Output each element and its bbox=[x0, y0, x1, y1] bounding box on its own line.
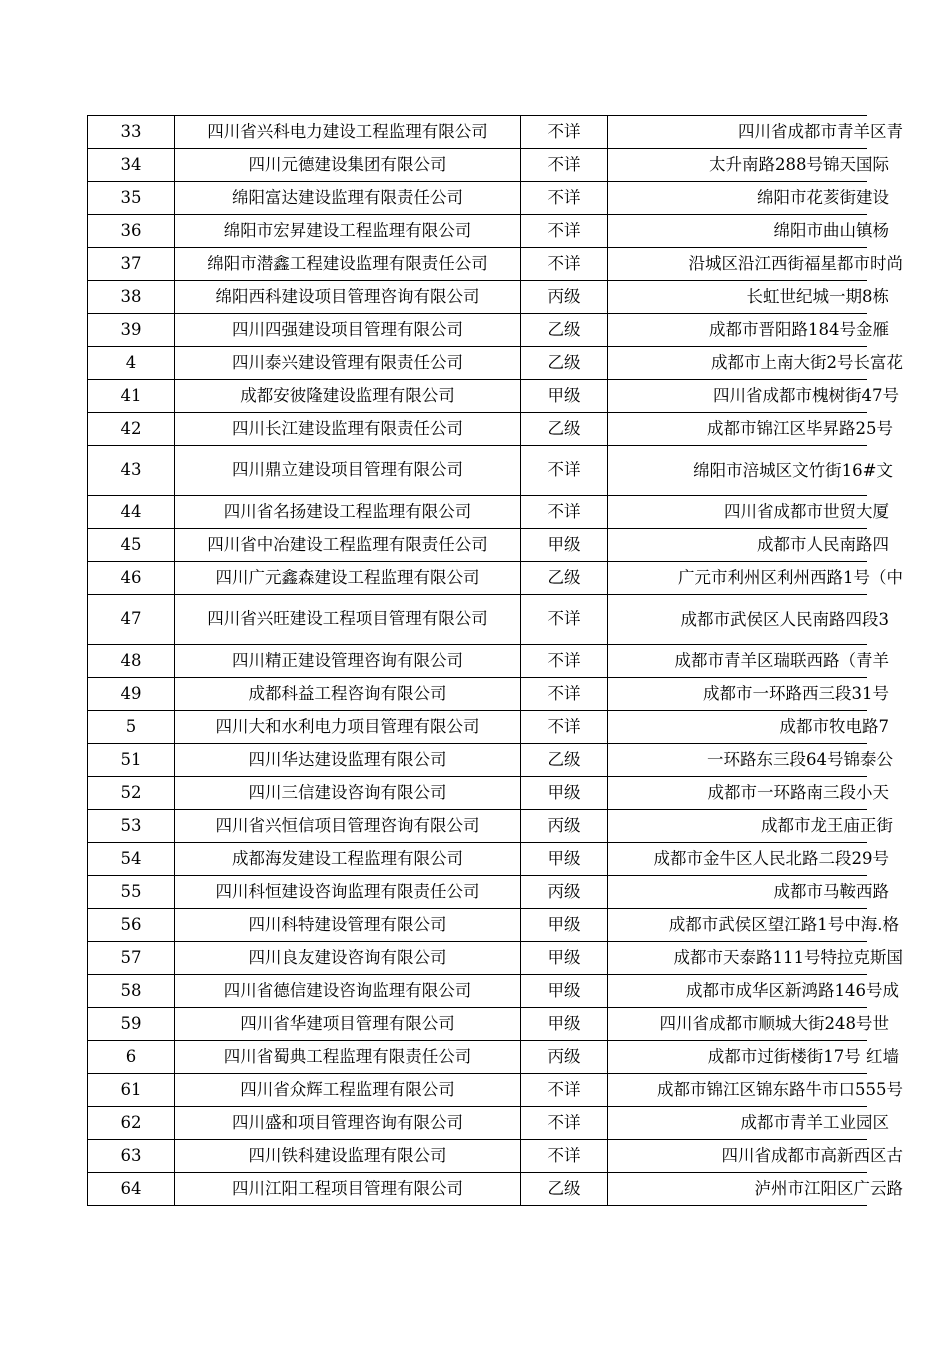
qualification-grade-cell: 甲级 bbox=[521, 942, 608, 975]
address-cell bbox=[608, 496, 889, 529]
row-number-cell: 35 bbox=[88, 182, 175, 215]
address-text: 成都市锦江区锦东路牛市口555号 bbox=[657, 1079, 903, 1099]
row-number-cell: 42 bbox=[88, 413, 175, 446]
table-row bbox=[88, 182, 868, 215]
address-cell bbox=[608, 843, 889, 876]
company-table-body bbox=[88, 116, 903, 1206]
qualification-grade-cell: 不详 bbox=[521, 1140, 608, 1173]
company-name-cell: 四川省兴旺建设工程项目管理有限公司 bbox=[175, 595, 521, 645]
address-text: 泸州市江阳区广云路 bbox=[754, 1178, 903, 1198]
company-name-cell: 四川省众辉工程监理有限公司 bbox=[175, 1074, 521, 1107]
row-number-cell: 54 bbox=[88, 843, 175, 876]
row-number-cell: 64 bbox=[88, 1173, 175, 1206]
address-text: 太升南路288号锦天国际 bbox=[709, 154, 889, 174]
company-name-cell: 成都海发建设工程监理有限公司 bbox=[175, 843, 521, 876]
table-row bbox=[88, 562, 868, 595]
row-number-cell: 43 bbox=[88, 446, 175, 496]
table-row bbox=[88, 1074, 868, 1107]
address-text: 一环路东三段64号锦泰公 bbox=[707, 749, 893, 769]
table-row bbox=[88, 1008, 868, 1041]
qualification-grade-cell: 不详 bbox=[521, 149, 608, 182]
address-cell bbox=[608, 645, 889, 678]
address-cell bbox=[608, 248, 903, 281]
company-name-cell: 绵阳市宏昇建设工程监理有限公司 bbox=[175, 215, 521, 248]
qualification-grade-cell: 丙级 bbox=[521, 810, 608, 843]
address-text: 成都市龙王庙正街 bbox=[761, 815, 893, 835]
company-name-cell: 四川长江建设监理有限责任公司 bbox=[175, 413, 521, 446]
address-text: 四川省成都市槐树街47号 bbox=[713, 385, 899, 405]
address-cell bbox=[608, 182, 889, 215]
company-name-cell: 四川江阳工程项目管理有限公司 bbox=[175, 1173, 521, 1206]
address-text: 成都市金牛区人民北路二段29号 bbox=[653, 848, 889, 868]
address-text: 成都市一环路西三段31号 bbox=[703, 683, 889, 703]
row-number-cell: 47 bbox=[88, 595, 175, 645]
table-row bbox=[88, 248, 868, 281]
company-name-cell: 四川铁科建设监理有限公司 bbox=[175, 1140, 521, 1173]
address-text: 成都市武侯区望江路1号中海.格 bbox=[668, 914, 899, 934]
table-row bbox=[88, 711, 868, 744]
row-number-cell: 59 bbox=[88, 1008, 175, 1041]
address-cell bbox=[608, 1140, 903, 1173]
table-row bbox=[88, 149, 868, 182]
address-cell bbox=[608, 314, 889, 347]
company-name-cell: 四川科特建设管理有限公司 bbox=[175, 909, 521, 942]
address-cell bbox=[608, 942, 903, 975]
address-cell bbox=[608, 413, 893, 446]
row-number-cell: 45 bbox=[88, 529, 175, 562]
qualification-grade-cell: 不详 bbox=[521, 248, 608, 281]
address-cell bbox=[608, 116, 903, 149]
address-cell bbox=[608, 562, 903, 595]
table-row bbox=[88, 810, 868, 843]
row-number-cell: 5 bbox=[88, 711, 175, 744]
qualification-grade-cell: 乙级 bbox=[521, 562, 608, 595]
company-name-cell: 四川精正建设管理咨询有限公司 bbox=[175, 645, 521, 678]
company-name-cell: 四川鼎立建设项目管理有限公司 bbox=[175, 446, 521, 496]
table-row bbox=[88, 413, 868, 446]
company-name-cell: 四川省名扬建设工程监理有限公司 bbox=[175, 496, 521, 529]
address-text: 绵阳市曲山镇杨 bbox=[773, 220, 889, 240]
address-cell bbox=[608, 281, 889, 314]
address-cell bbox=[608, 380, 899, 413]
row-number-cell: 56 bbox=[88, 909, 175, 942]
row-number-cell: 63 bbox=[88, 1140, 175, 1173]
table-row bbox=[88, 1140, 868, 1173]
qualification-grade-cell: 不详 bbox=[521, 1074, 608, 1107]
address-cell bbox=[608, 595, 889, 645]
address-text: 四川省成都市高新西区古 bbox=[721, 1145, 903, 1165]
company-name-cell: 四川省兴恒信项目管理咨询有限公司 bbox=[175, 810, 521, 843]
company-name-cell: 成都安彼隆建设监理有限公司 bbox=[175, 380, 521, 413]
company-name-cell: 绵阳富达建设监理有限责任公司 bbox=[175, 182, 521, 215]
qualification-grade-cell: 丙级 bbox=[521, 281, 608, 314]
company-name-cell: 四川省德信建设咨询监理有限公司 bbox=[175, 975, 521, 1008]
table-row bbox=[88, 314, 868, 347]
company-name-cell: 四川省兴科电力建设工程监理有限公司 bbox=[175, 116, 521, 149]
address-text: 成都市一环路南三段小天 bbox=[707, 782, 889, 802]
row-number-cell: 34 bbox=[88, 149, 175, 182]
row-number-cell: 51 bbox=[88, 744, 175, 777]
qualification-grade-cell: 乙级 bbox=[521, 413, 608, 446]
table-row bbox=[88, 380, 868, 413]
row-number-cell: 46 bbox=[88, 562, 175, 595]
qualification-grade-cell: 甲级 bbox=[521, 380, 608, 413]
row-number-cell: 37 bbox=[88, 248, 175, 281]
table-row bbox=[88, 678, 868, 711]
row-number-cell: 4 bbox=[88, 347, 175, 380]
address-text: 成都市晋阳路184号金雁 bbox=[709, 319, 889, 339]
qualification-grade-cell: 甲级 bbox=[521, 975, 608, 1008]
table-row bbox=[88, 215, 868, 248]
company-name-cell: 绵阳西科建设项目管理咨询有限公司 bbox=[175, 281, 521, 314]
company-name-cell: 四川省蜀典工程监理有限责任公司 bbox=[175, 1041, 521, 1074]
company-name-cell: 四川省中冶建设工程监理有限责任公司 bbox=[175, 529, 521, 562]
address-cell bbox=[608, 1074, 903, 1107]
company-name-cell: 四川良友建设咨询有限公司 bbox=[175, 942, 521, 975]
row-number-cell: 61 bbox=[88, 1074, 175, 1107]
address-text: 成都市人民南路四 bbox=[757, 534, 889, 554]
qualification-grade-cell: 不详 bbox=[521, 446, 608, 496]
address-text: 绵阳市花荄街建设 bbox=[757, 187, 889, 207]
row-number-cell: 38 bbox=[88, 281, 175, 314]
table-row bbox=[88, 876, 868, 909]
table-row bbox=[88, 744, 868, 777]
table-row bbox=[88, 1107, 868, 1140]
address-text: 成都市天泰路111号特拉克斯国 bbox=[673, 947, 903, 967]
address-text: 成都市锦江区毕昇路25号 bbox=[707, 418, 893, 438]
address-cell bbox=[608, 1107, 889, 1140]
company-name-cell: 四川四强建设项目管理有限公司 bbox=[175, 314, 521, 347]
qualification-grade-cell: 甲级 bbox=[521, 529, 608, 562]
row-number-cell: 55 bbox=[88, 876, 175, 909]
qualification-grade-cell: 不详 bbox=[521, 496, 608, 529]
qualification-grade-cell: 不详 bbox=[521, 182, 608, 215]
qualification-grade-cell: 不详 bbox=[521, 595, 608, 645]
address-text: 成都市青羊区瑞联西路（青羊 bbox=[674, 650, 889, 670]
address-cell bbox=[608, 744, 893, 777]
table-row bbox=[88, 777, 868, 810]
company-name-cell: 四川华达建设监理有限公司 bbox=[175, 744, 521, 777]
qualification-grade-cell: 乙级 bbox=[521, 347, 608, 380]
row-number-cell: 41 bbox=[88, 380, 175, 413]
qualification-grade-cell: 乙级 bbox=[521, 744, 608, 777]
address-cell bbox=[608, 347, 903, 380]
company-name-cell: 四川科恒建设咨询监理有限责任公司 bbox=[175, 876, 521, 909]
qualification-grade-cell: 不详 bbox=[521, 215, 608, 248]
qualification-grade-cell: 不详 bbox=[521, 1107, 608, 1140]
table-row bbox=[88, 942, 868, 975]
qualification-grade-cell: 甲级 bbox=[521, 909, 608, 942]
address-cell bbox=[608, 1173, 903, 1206]
address-cell bbox=[608, 678, 889, 711]
qualification-grade-cell: 甲级 bbox=[521, 1008, 608, 1041]
address-text: 四川省成都市顺城大街248号世 bbox=[659, 1013, 889, 1033]
address-cell bbox=[608, 975, 899, 1008]
company-name-cell: 四川元德建设集团有限公司 bbox=[175, 149, 521, 182]
address-cell bbox=[608, 1008, 889, 1041]
row-number-cell: 39 bbox=[88, 314, 175, 347]
row-number-cell: 53 bbox=[88, 810, 175, 843]
address-cell bbox=[608, 149, 889, 182]
address-text: 成都市牧电路7 bbox=[779, 716, 889, 736]
address-text: 广元市利州区利州西路1号（中 bbox=[678, 567, 903, 587]
address-cell bbox=[608, 810, 893, 843]
address-cell bbox=[608, 876, 889, 909]
table-row bbox=[88, 281, 868, 314]
qualification-grade-cell: 丙级 bbox=[521, 876, 608, 909]
qualification-grade-cell: 不详 bbox=[521, 116, 608, 149]
address-text: 绵阳市涪城区文竹街16#文 bbox=[693, 460, 893, 480]
row-number-cell: 36 bbox=[88, 215, 175, 248]
qualification-grade-cell: 不详 bbox=[521, 645, 608, 678]
table-row bbox=[88, 595, 868, 645]
qualification-grade-cell: 甲级 bbox=[521, 777, 608, 810]
address-text: 四川省成都市青羊区青 bbox=[738, 121, 903, 141]
table-row bbox=[88, 1041, 868, 1074]
address-cell bbox=[608, 777, 889, 810]
address-text: 长虹世纪城一期8栋 bbox=[746, 286, 889, 306]
qualification-grade-cell: 甲级 bbox=[521, 843, 608, 876]
qualification-grade-cell: 不详 bbox=[521, 678, 608, 711]
table-row bbox=[88, 446, 868, 496]
company-name-cell: 四川省华建项目管理有限公司 bbox=[175, 1008, 521, 1041]
company-name-cell: 四川广元鑫森建设工程监理有限公司 bbox=[175, 562, 521, 595]
address-text: 成都市武侯区人民南路四段3 bbox=[680, 609, 889, 629]
address-text: 沿城区沿江西街福星都市时尚 bbox=[688, 253, 903, 273]
row-number-cell: 52 bbox=[88, 777, 175, 810]
address-text: 四川省成都市世贸大厦 bbox=[724, 501, 889, 521]
qualification-grade-cell: 乙级 bbox=[521, 314, 608, 347]
table-row bbox=[88, 496, 868, 529]
company-name-cell: 绵阳市潜鑫工程建设监理有限责任公司 bbox=[175, 248, 521, 281]
address-cell bbox=[608, 1041, 899, 1074]
table-row bbox=[88, 347, 868, 380]
row-number-cell: 6 bbox=[88, 1041, 175, 1074]
qualification-grade-cell: 不详 bbox=[521, 711, 608, 744]
row-number-cell: 33 bbox=[88, 116, 175, 149]
address-cell bbox=[608, 909, 899, 942]
company-name-cell: 四川盛和项目管理咨询有限公司 bbox=[175, 1107, 521, 1140]
address-cell bbox=[608, 446, 893, 496]
company-name-cell: 成都科益工程咨询有限公司 bbox=[175, 678, 521, 711]
row-number-cell: 62 bbox=[88, 1107, 175, 1140]
table-row bbox=[88, 116, 868, 149]
address-text: 成都市过街楼街17号 红墙 bbox=[707, 1046, 899, 1066]
company-name-cell: 四川泰兴建设管理有限责任公司 bbox=[175, 347, 521, 380]
address-text: 成都市马鞍西路 bbox=[773, 881, 889, 901]
table-row bbox=[88, 1173, 868, 1206]
row-number-cell: 49 bbox=[88, 678, 175, 711]
table-row bbox=[88, 529, 868, 562]
row-number-cell: 57 bbox=[88, 942, 175, 975]
table-row bbox=[88, 975, 868, 1008]
table-row bbox=[88, 843, 868, 876]
address-text: 成都市上南大街2号长富花 bbox=[711, 352, 903, 372]
address-cell bbox=[608, 711, 889, 744]
company-name-cell: 四川三信建设咨询有限公司 bbox=[175, 777, 521, 810]
table-row bbox=[88, 645, 868, 678]
address-text: 成都市成华区新鸿路146号成 bbox=[686, 980, 899, 1000]
address-text: 成都市青羊工业园区 bbox=[740, 1112, 889, 1132]
qualification-grade-cell: 乙级 bbox=[521, 1173, 608, 1206]
company-table bbox=[87, 115, 903, 1206]
table-row bbox=[88, 909, 868, 942]
company-name-cell: 四川大和水利电力项目管理有限公司 bbox=[175, 711, 521, 744]
row-number-cell: 58 bbox=[88, 975, 175, 1008]
row-number-cell: 48 bbox=[88, 645, 175, 678]
address-cell bbox=[608, 215, 889, 248]
row-number-cell: 44 bbox=[88, 496, 175, 529]
address-cell bbox=[608, 529, 889, 562]
qualification-grade-cell: 丙级 bbox=[521, 1041, 608, 1074]
